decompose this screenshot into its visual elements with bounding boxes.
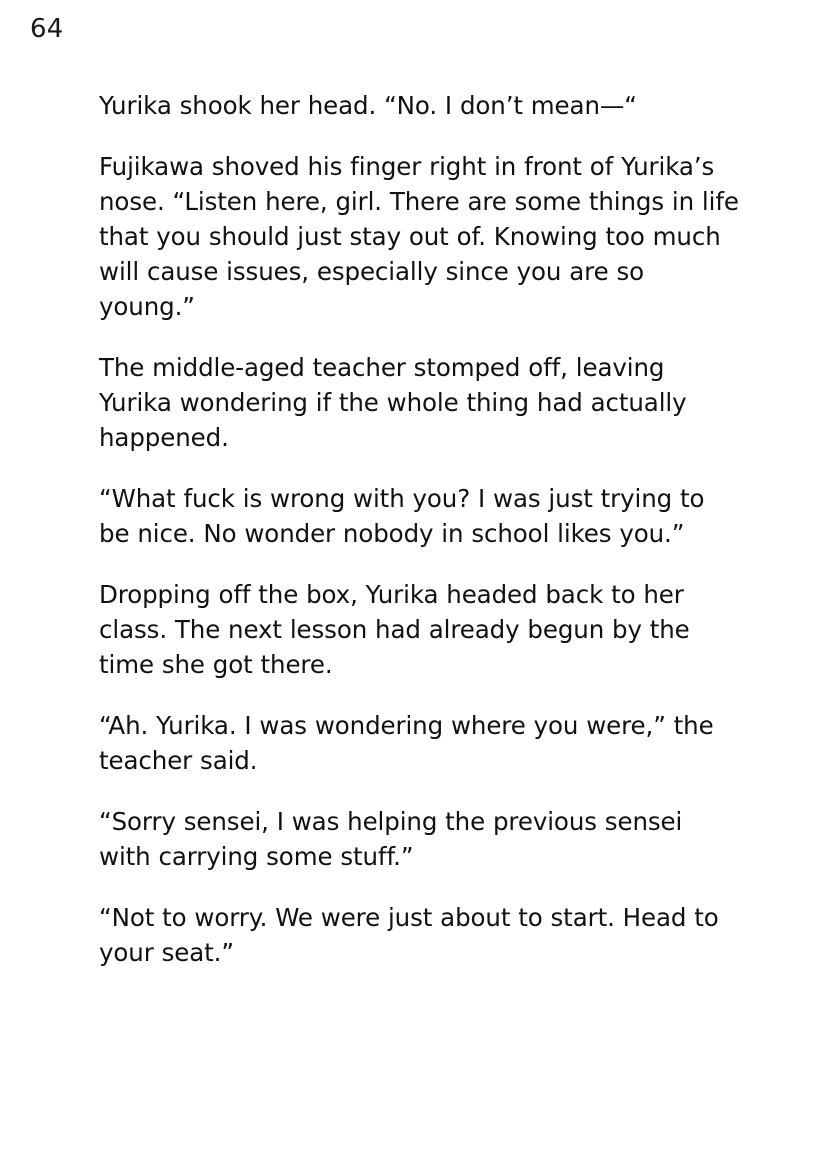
paragraph: Fujikawa shoved his finger right in front of Yurika’s nose. “Listen here, girl. There are some things in life that you should just stay out of. Knowing too much will cause issues, especially since you are so young.” (99, 152, 739, 321)
paragraph: “Sorry sensei, I was helping the previous sensei with carrying some stuff.” (99, 807, 683, 871)
paragraph: Yurika shook her head. “No. I don’t mean—“ (99, 91, 637, 120)
paragraph: “Ah. Yurika. I was wondering where you were,” the teacher said. (99, 711, 714, 775)
paragraph: Dropping off the box, Yurika headed back to her class. The next lesson had already begun by the time she got there. (99, 580, 690, 679)
paragraph: “Not to worry. We were just about to start. Head to your seat.” (99, 903, 719, 967)
paragraph: “What fuck is wrong with you? I was just trying to be nice. No wonder nobody in school likes you.” (99, 484, 705, 548)
page-number: 64 (30, 14, 64, 44)
page-body (99, 88, 739, 970)
paragraph: The middle-aged teacher stomped off, leaving Yurika wondering if the whole thing had actually happened. (99, 353, 687, 452)
